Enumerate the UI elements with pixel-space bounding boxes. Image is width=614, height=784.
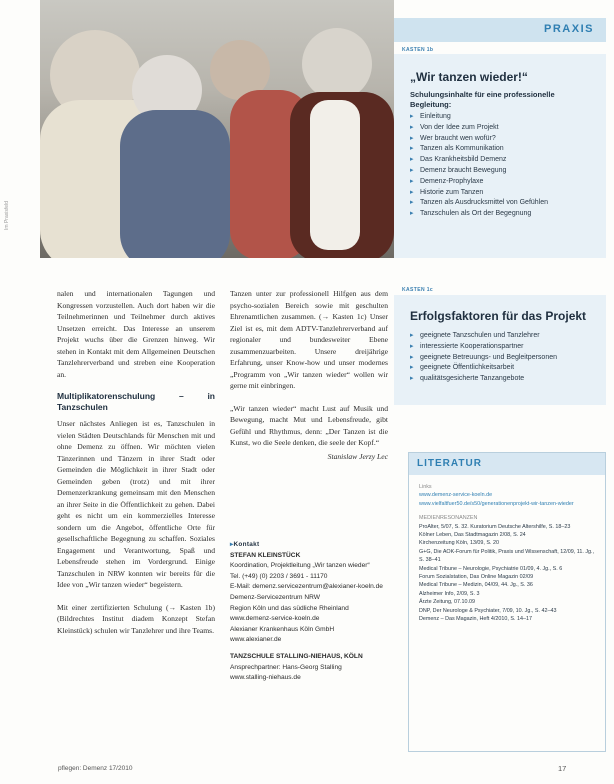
list-item: ▸ Wer braucht wen wofür?: [410, 134, 594, 145]
dancing-seniors-photo: [40, 0, 394, 258]
box1-list: [410, 112, 594, 220]
press-entry: Medical Tribune – Neurologie, Psychiatrie 01/09, 4. Jg., S. 6: [419, 565, 563, 572]
list-item: ▸ Tanzschulen als Ort der Begegnung: [410, 209, 594, 220]
literature-title: LITERATUR: [409, 453, 605, 475]
contact-line: Region Köln und das südliche Rheinland: [230, 604, 349, 612]
box2-tag: KASTEN 1c: [402, 287, 434, 293]
box2-title: Erfolgsfaktoren für das Projekt: [410, 309, 587, 323]
contact-label: ▸ Kontakt: [230, 540, 390, 551]
contact-line: Tel. (+49) (0) 2203 / 3691 - 11170: [230, 572, 328, 580]
list-item: ▸ Tanzen als Ausdrucksmittel von Gefühlen: [410, 198, 594, 209]
contact-block: [230, 540, 390, 684]
literature-link[interactable]: www.demenz-service-koeln.de: [419, 492, 493, 499]
article-column-1: [57, 288, 215, 647]
press-label: MEDIENRESONANZEN: [419, 515, 478, 522]
paragraph: Unser nächstes Anliegen ist es, Tanzschulen in vielen Städten Deutschlands für Menschen mit und ohne Demenz zu öffnen. Wir möchten vielen Tänzerinnen und Tänzern in ihrer Stadt oder Gemeinden die Möglichkeit in ihrer Stadt oder Gemeinden geben (trotz) und mit ihrer Demenzerkrankung gemeinsam mit den Menschen an ihrer Seite in die Öffentlichkeit zu gehen. Dabei geht es nicht um ein kommerzielles Interesse sondern um die Angebot, öffentliche Orte für gesellschaftliche Begegnung zu schaffen. Soziales Engagement und Verantwortung, Spaß und Lebensfreude stehen im Vordergrund. Einige Tanzschulen in NRW konnten wir bereits für die Idee von „Wir tanzen wieder“ begeistern.: [57, 419, 215, 589]
contact-link[interactable]: www.demenz-service-koeln.de: [230, 615, 320, 623]
press-entry: Alzheimer Info, 2/09, S. 3: [419, 590, 480, 597]
links-label: Links: [419, 484, 432, 490]
box1-subtitle: Schulungsinhalte für eine professionelle Begleitung:: [410, 90, 555, 109]
contact-link[interactable]: www.stalling-niehaus.de: [230, 674, 301, 682]
list-item: ▸ interessierte Kooperationspartner: [410, 342, 594, 353]
list-item: ▸ Demenz braucht Bewegung: [410, 166, 594, 177]
literature-box: [408, 452, 606, 752]
contact-line: Ansprechpartner: Hans-Georg Stalling: [230, 663, 342, 671]
press-entry: Demenz – Das Magazin, Heft 4/2010, S. 14–17: [419, 616, 532, 623]
list-item: ▸ Von der Idee zum Projekt: [410, 123, 594, 134]
info-box-schulung: [394, 54, 606, 258]
paragraph: nalen und internationalen Tagungen und Kongressen vorzustellen. Auch dort haben wir die Teilnehmerinnen und Teilnehmer durch aktives Unsetzen erreicht. Das Interesse an unserem Projekt wuchs über die Grenzen hinweg. Wir stehen in Kontakt mit dem Allgemeinen Deutschen Tanzlehrerverband und streben eine Kooperation an.: [57, 289, 215, 379]
paragraph: Tanzen unter zur professionell Hilfgen aus dem psycho-sozialen Bereich sowie mit geschulten Ehrenamtlichen zusammen. (→ Kasten 1c) Unser Ziel ist es, mit dem ADTV-Tanzlehrerverband auf regionaler und bundesweiter Ebene zusammenzuarbeiten. Unsere dreijährige Erfahrung, unser Know-how und unser modernes „Programm von „Wir tanzen wieder“ wollen wir gerne mit einbringen.: [230, 289, 388, 390]
box2-list: [410, 331, 594, 385]
section-label: PRAXIS: [544, 23, 594, 35]
press-entry: Medical Tribune – Medizin, 04/09, 44. Jg., S. 36: [419, 582, 533, 589]
contact-line: Alexianer Krankenhaus Köln GmbH: [230, 625, 335, 633]
box1-title: „Wir tanzen wieder!“: [410, 70, 528, 84]
list-item: ▸ geeignete Öffentlichkeitsarbeit: [410, 363, 594, 374]
list-item: ▸ geeignete Betreuungs- und Begleitpersonen: [410, 353, 594, 364]
paragraph: „Wir tanzen wieder“ macht Lust auf Musik und Bewegung, macht Mut und Lebensfreude, gibt Gefühl und Rhythmus, denn: „Der Tanzen ist die Kunst, wo die Seele denken, die seele der Kopf.“: [230, 403, 388, 447]
list-item: ▸ geeignete Tanzschulen und Tanzlehrer: [410, 331, 594, 342]
contact-name: STEFAN KLEINSTÜCK: [230, 551, 301, 559]
section-heading: Multiplikatorenschulung – in Tanzschulen: [57, 391, 215, 412]
article-column-2: [230, 288, 388, 462]
press-entry: G+G, Die AOK-Forum für Politik, Praxis und Wissenschaft, 12/09, 11. Jg., S. 38–41: [419, 548, 595, 564]
press-entry: Kölner Leben, Das Stadtmagazin 2/08, S. 24: [419, 532, 526, 539]
press-entry: Forum Sozialstation, Das Online Magazin 02/09: [419, 574, 534, 581]
quote-author: Stanislaw Jerzy Lec: [327, 451, 388, 461]
list-item: ▸ qualitätsgesicherte Tanzangebote: [410, 374, 594, 385]
list-item: ▸ Demenz-Prophylaxe: [410, 177, 594, 188]
contact-line: Demenz-Servicezentrum NRW: [230, 593, 321, 601]
paragraph: Mit einer zertifizierten Schulung (→ Kasten 1b) (Bildrechtes Institut diadem Konzept Stefan Kleinstück) schulen wir Tanzlehrer und ihre Teams.: [57, 602, 215, 635]
page-edge-text: Im Praxisfeld: [4, 201, 10, 230]
press-entry: DNP, Der Neurologe & Psychiater, 7/09, 10. Jg., S. 42–43: [419, 607, 557, 614]
press-entry: Kirchenzeitung Köln, 13/09, S. 20: [419, 540, 500, 547]
section-header-bar: [394, 18, 606, 42]
footer-magazine: pflegen: Demenz 17/2010: [58, 765, 133, 772]
page-number: 17: [558, 764, 567, 773]
list-item: ▸ Das Krankheitsbild Demenz: [410, 155, 594, 166]
list-item: ▸ Historie zum Tanzen: [410, 188, 594, 199]
contact-line: Koordination, Projektleitung „Wir tanzen wieder“: [230, 562, 370, 570]
press-entry: Ärzte Zeitung, 07.10.09: [419, 599, 476, 606]
list-item: ▸ Einleitung: [410, 112, 594, 123]
list-item: ▸ Tanzen als Kommunikation: [410, 144, 594, 155]
info-box-erfolgsfaktoren: [394, 295, 606, 405]
press-entry: ProAlter, 5/07, S. 32. Kuratorium Deutsche Altershilfe, S. 18–23: [419, 523, 571, 530]
box1-tag: KASTEN 1b: [402, 47, 434, 53]
contact-label-2: TANZSCHULE STALLING-NIEHAUS, KÖLN: [230, 652, 363, 660]
contact-email[interactable]: E-Mail: demenz.servicezentrum@alexianer-koeln.de: [230, 583, 383, 591]
literature-link[interactable]: www.vielfaltfuer50.de/s50/generationenprojekt-wir-tanzen-wieder: [419, 500, 574, 507]
contact-link[interactable]: www.alexianer.de: [230, 636, 282, 644]
